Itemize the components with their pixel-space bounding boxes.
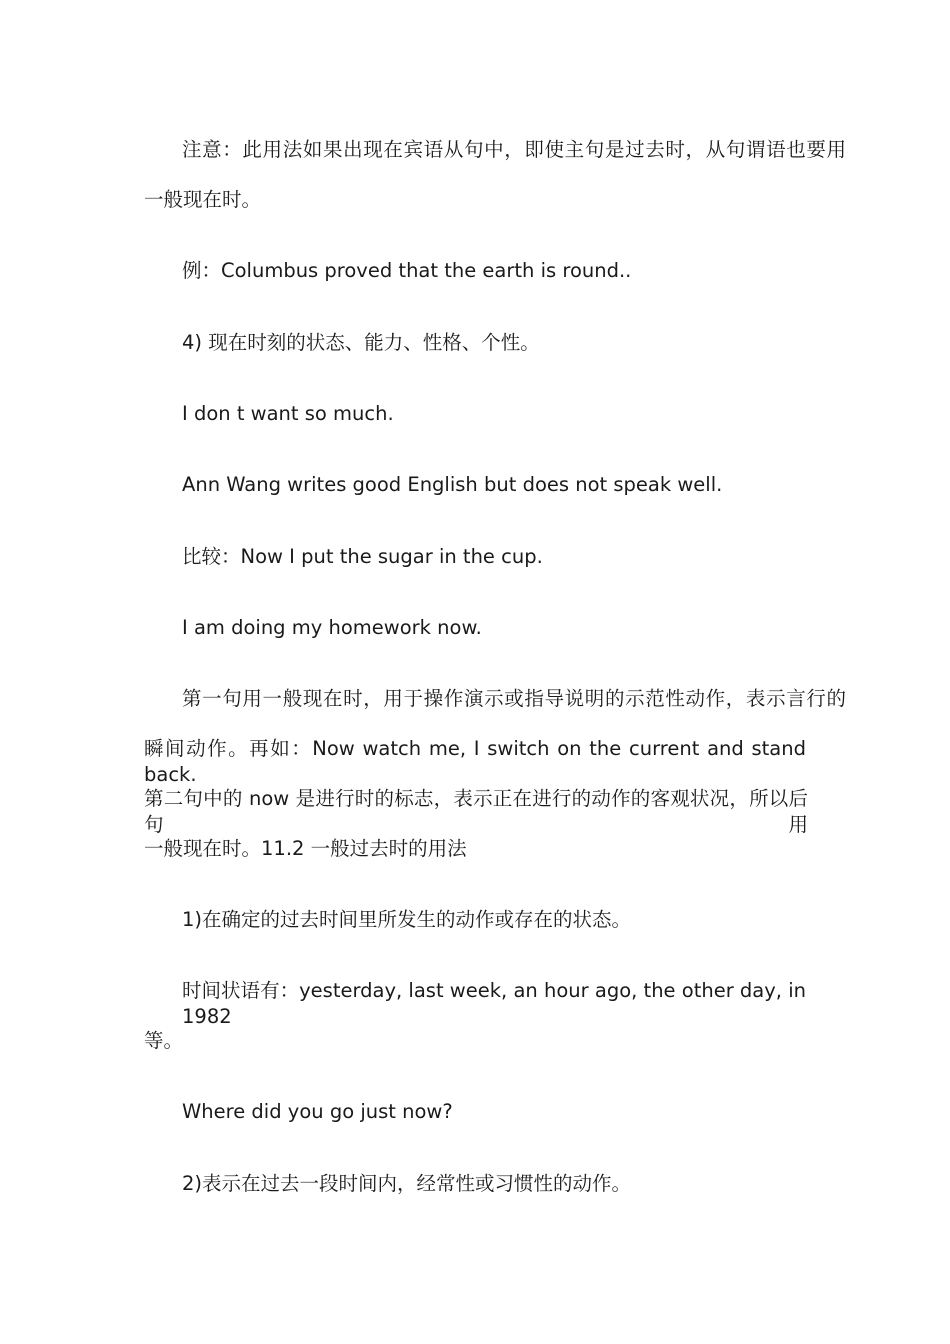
paragraph-note-line-1: 注意：此用法如果出现在宾语从句中，即使主句是过去时，从句谓语也要用 <box>182 138 846 161</box>
heading-item-4: 4) 现在时刻的状态、能力、性格、个性。 <box>182 331 540 354</box>
comparison-sugar: 比较：Now I put the sugar in the cup. <box>182 545 543 568</box>
example-dont-want: I don t want so much. <box>182 402 394 425</box>
heading-item-1: 1)在确定的过去时间里所发生的动作或存在的状态。 <box>182 908 632 931</box>
explanation-line-1: 第一句用一般现在时，用于操作演示或指导说明的示范性动作，表示言行的 <box>182 687 846 710</box>
example-columbus: 例：Columbus proved that the earth is round.. <box>182 259 632 282</box>
example-where-did-you-go: Where did you go just now? <box>182 1100 453 1123</box>
explanation-line-2: 瞬间动作。再如：Now watch me, I switch on the current and stand back. <box>144 737 806 786</box>
heading-item-2: 2)表示在过去一段时间内，经常性或习惯性的动作。 <box>182 1172 632 1195</box>
explanation-line-4-section-title: 一般现在时。11.2 一般过去时的用法 <box>144 837 467 860</box>
example-homework: I am doing my homework now. <box>182 616 482 639</box>
example-ann-wang: Ann Wang writes good English but does not speak well. <box>182 473 723 496</box>
time-adverbials-line-2: 等。 <box>144 1029 184 1052</box>
paragraph-note-line-2: 一般现在时。 <box>144 188 262 211</box>
explanation-line-3: 第二句中的 now 是进行时的标志，表示正在进行的动作的客观状况，所以后句用 <box>144 787 808 836</box>
time-adverbials-line-1: 时间状语有：yesterday, last week, an hour ago, the other day, in 1982 <box>182 979 806 1028</box>
